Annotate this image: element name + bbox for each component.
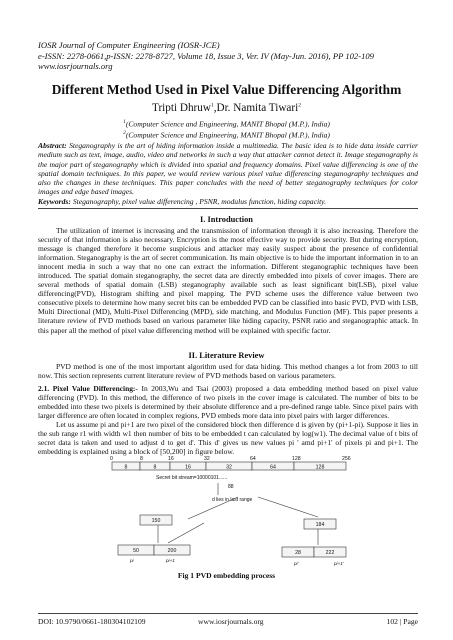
label-pi1-new: pi+1' [334,561,344,566]
section-1-paragraph: The utilization of internet is increasing and the transmission of information through it is also increasing. Therefore the security of that information is also necessary. Encryption is the most effective way to provide security. But during encryption, message is changed therefore it become suspicious and attacker may easily suspect about the presence of confidential information. Steganography is the art of secret communication. Its main objective is to hide the important information in to an innocent media in such a way that no one can extract the information. Different steganographic techniques have been introduced. The spatial domain steganography, the secret data are directly embedded into pixels of cover images. There are several methods of spatial domain (LSB) steganography available such as least significant bit(LSB), pixel value differencing(PVD), Histogram shifting and pixel mapping. The PVD scheme uses the difference value between two consecutive pixels to determine how many secret bits can be embedded PVD can be classified into basic PVD, PVD with LSB, Multi Directional (MD), Multi-Pixel Differencing (MPD), side matching, and Modulus Function (MF). This paper presents a literature review of PVD methods based on various parameter like hiding capacity, PSNR ratio and steganographic attack. In this paper all the method of pixel value differencing method will be explained with specific factor. [38,226,418,335]
author-1-sup: 1 [210,102,214,109]
abstract-rule [38,208,418,209]
difference-value: 88 [228,484,234,490]
journal-site: www.iosrjournals.org [38,61,113,72]
range-width-3: 16 [185,464,191,471]
arrow-right [258,497,318,517]
scale-tick-0: 0 [110,456,113,462]
range-width-4: 32 [226,464,232,471]
label-pi: pi [130,558,134,563]
abstract-label: Abstract: [38,141,67,150]
keywords [38,197,418,206]
link-left [168,523,204,543]
value-150: 150 [151,518,161,524]
journal-issn: e-ISSN: 2278-0661,p-ISSN: 2278-8727, Volume 18, Issue 3, Ver. IV (May-Jun. 2016), PP 102-109 [38,50,374,61]
label-pi-new: pi' [294,561,299,566]
affiliation-1: $^1$(Computer Science and Engineering, MANIT Bhopal (M.P.), India) [123,119,330,129]
journal-name: IOSR Journal of Computer Engineering (IOSR-JCE) [38,40,220,50]
range-note: d lies in last range [212,497,253,503]
affiliation-2: $^2$(Computer Science and Engineering, MANIT Bhopal (M.P.), India) [123,129,330,140]
journal-header [38,40,418,72]
abstract-text: Steganography is the art of hiding information inside a multimedia. The basic idea is to hide data inside carrier medium such as text, image, audio, video and networks in such a way that attacker cannot detect it. Image steganography is the major part of steganography which is divided into spatial and frequency domains. Pixel value differencing is one of the spatial domain techniques. In this paper, we would review various pixel value differencing steganography techniques and also the changes in these techniques. This paper concludes with the need of better steganography techniques for color images and edge based images. [38,141,418,197]
label-pi1: pi+1 [166,558,175,563]
value-200: 200 [167,548,177,554]
section-2-body [38,362,418,456]
scale-tick-16: 16 [168,456,174,462]
secret-bit-stream: Secret bit stream=10000101...... [156,475,228,481]
scale-tick-64: 64 [250,456,256,462]
footer-doi: DOI: 10.9790/0661-180304102109 [38,617,146,626]
subsection-2-1 [38,384,418,420]
subsection-2-1-label: 2.1. Pixel Value Differencing:- [38,384,138,394]
figure-caption: Fig 1 PVD embedding process [177,571,276,580]
section-2-heading: II. Literature Review [188,351,265,360]
value-50: 50 [133,548,139,554]
value-184: 184 [315,522,325,528]
section-1-heading: I. Introduction [200,215,253,224]
author-1: Tripti Dhruw [152,102,211,114]
author-line [0,102,453,114]
section-2-paragraph: PVD method is one of the most important algorithm used for data hiding. This method changes a lot from 2003 to till now. This section represents current literature review of PVD methods based on various parameters. [38,362,418,381]
footer-page-number: 102 | Page [386,617,418,626]
scale-tick-128: 128 [292,456,301,462]
scale-tick-8: 8 [140,456,143,462]
page-footer [38,613,418,626]
keywords-text: Steganography, pixel value differencing , PSNR, modulus function, hiding capacity. [72,197,327,206]
scale-tick-32: 32 [204,456,210,462]
subsection-2-1-text: In 2003,Wu and Tsai (2003) proposed a data embedding method based on pixel value differencing (PVD). In this method, the difference of two pixels in the cover image is calculated. The number of bits to be embedded into these two pixels is determined by their absolute difference and a pre-defined range table. Since pixel pairs with larger difference are often located in complex regions, PVD embeds more data into pixel pairs with larger differences. [38,384,418,421]
value-222: 222 [325,550,335,556]
section-2-paragraph-3: Let us assume pi and pi+1 are two pixel of the considered block then difference d is given by (pi+1-pi). Suppose it lies in the sub range r1 with width w1 then number of bits to be embedded t can calculated by log(w1). The decimal value of t bits of secret data is taken and used to adjust d to get d'. This d' gives us new values pi ' amd pi+1' of pixels pi and pi+1. The embedding is explained using a block of [50,200] in figure below. [38,420,418,457]
range-width-1: 8 [124,464,128,471]
author-2: ,Dr. Namita Tiwari [213,102,299,114]
value-28: 28 [295,550,301,556]
author-2-sup: 2 [298,102,301,109]
range-width-5: 64 [270,464,276,471]
pvd-diagram [108,455,370,567]
abstract [38,141,418,197]
range-width-2: 8 [153,464,157,471]
footer-site: www.iosrjournals.org [198,617,264,626]
pvd-figure [108,455,370,567]
section-1-body [38,226,418,335]
affiliations [0,118,453,140]
paper-title: Different Method Used in Pixel Value Differencing Algorithm [51,82,402,97]
scale-tick-256: 256 [342,456,351,462]
keywords-label: Keywords: [38,197,71,206]
range-width-6: 128 [315,464,325,471]
